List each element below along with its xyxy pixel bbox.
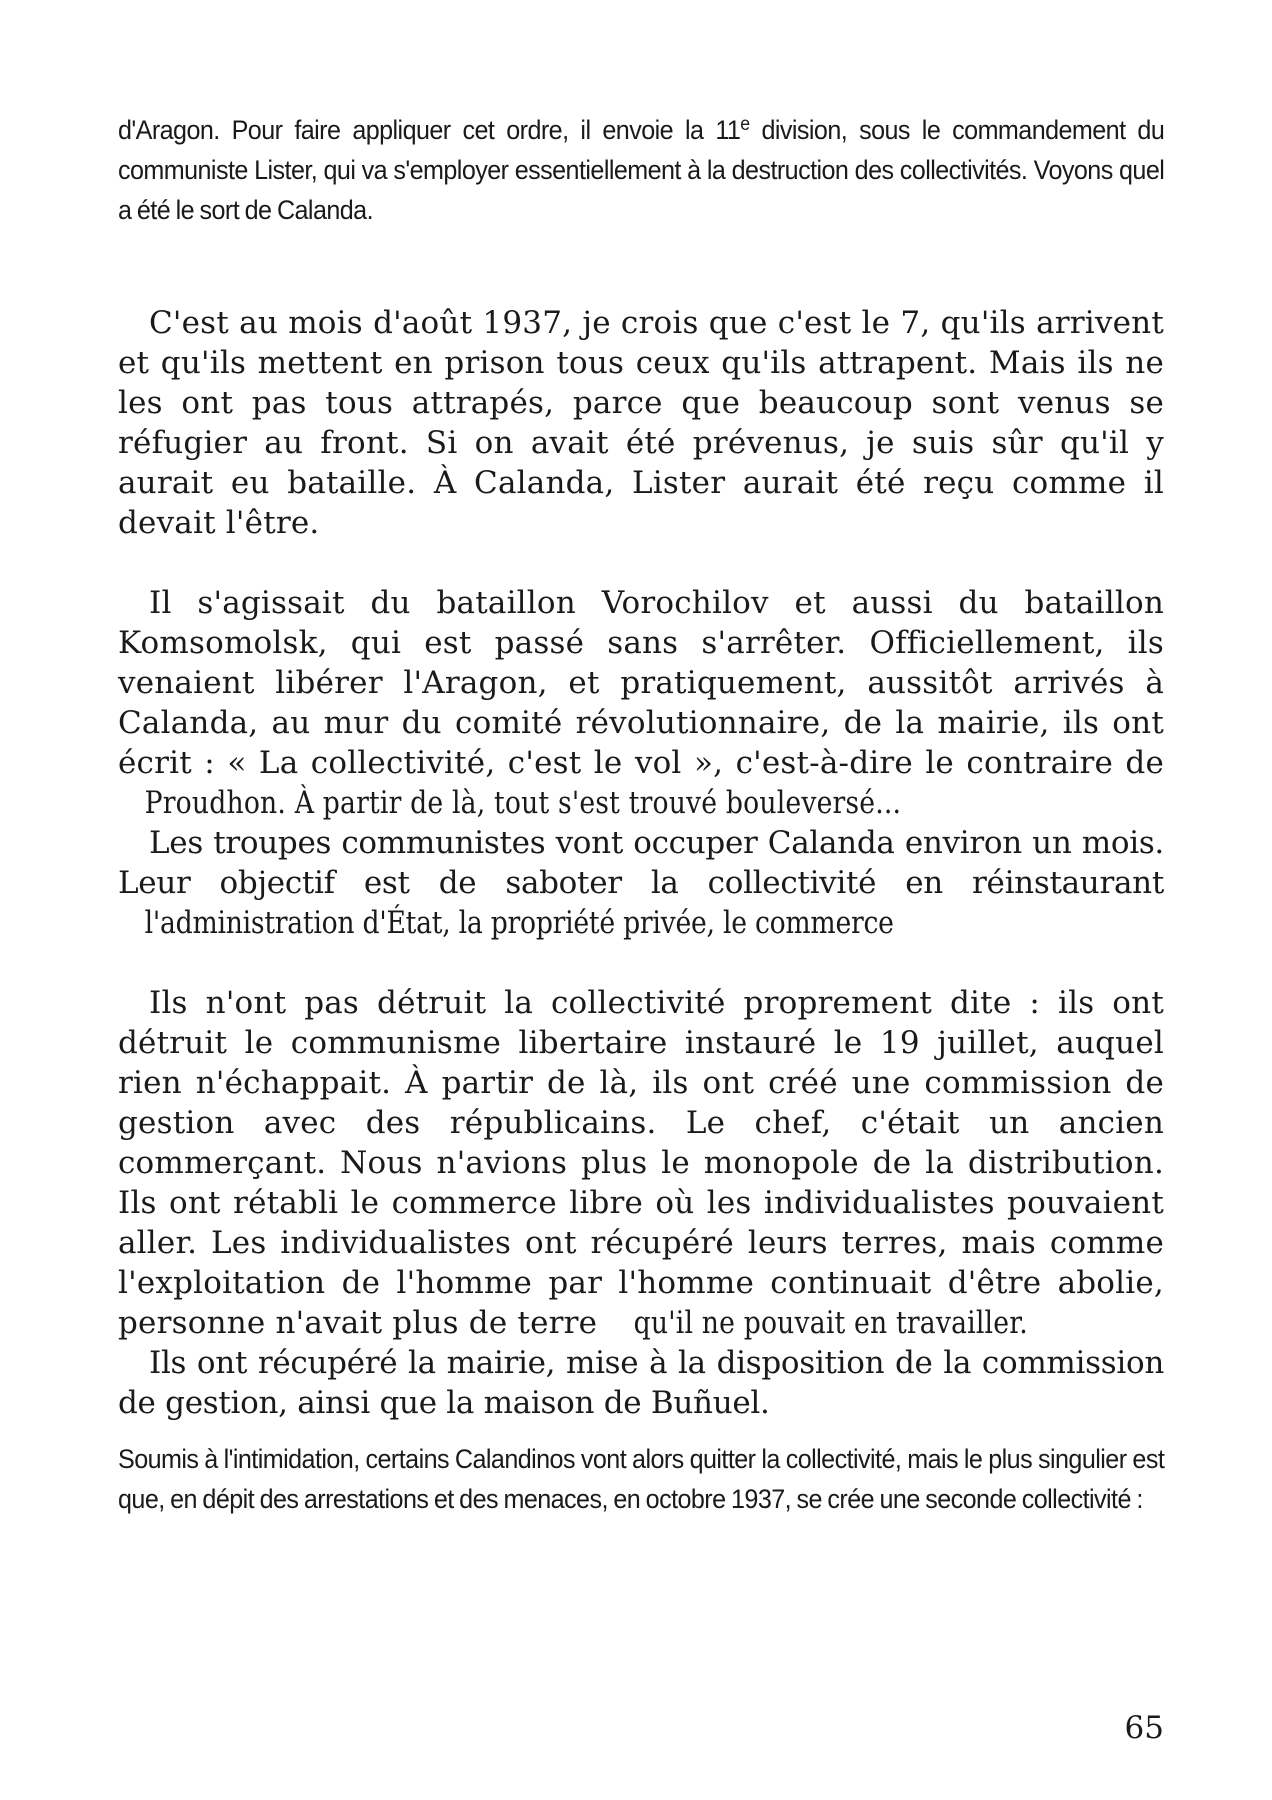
testimony-paragraph-2 (118, 583, 1164, 823)
testimony-paragraph-4-last-line: qu'il ne pouvait en travailler. (633, 1305, 1029, 1341)
testimony-paragraph-4 (118, 983, 1164, 1343)
intro-text-start: d'Aragon. Pour faire appliquer cet ordre, il envoie la 11 (118, 115, 741, 145)
testimony-paragraph-2-last-line: Proudhon. À partir de là, tout s'est trouvé bouleversé... (144, 785, 902, 821)
testimony-paragraph-5: Ils ont récupéré la mairie, mise à la disposition de la commission de gestion, ainsi que la maison de Buñuel. (118, 1345, 1164, 1421)
testimony-paragraph-4-text: Ils n'ont pas détruit la collectivité proprement dite : ils ont détruit le communisme libertaire instauré le 19 juillet, auquel rien n'échappait. À partir de là, ils ont créé une commission de gestion avec des républicains. Le chef, c'était un ancien commerçant. Nous n'avions plus le monopole de la distribution. Ils ont rétabli le commerce libre où les individualistes pouvaient aller. Les individualistes ont récupéré leurs terres, mais comme l'exploitation de l'homme par l'homme continuait d'être abolie, personne n'avait plus de terre (118, 985, 1164, 1341)
testimony-paragraph-3-last-line: l'administration d'État, la propriété privée, le commerce (144, 905, 894, 941)
testimony-paragraph-1: C'est au mois d'août 1937, je crois que c'est le 7, qu'ils arrivent et qu'ils mettent en prison tous ceux qu'ils attrapent. Mais ils ne les ont pas tous attrapés, parce que beaucoup sont venus se réfugier au front. Si on avait été prévenus, je suis sûr qu'il y aurait eu bataille. À Calanda, Lister aurait été reçu comme il devait l'être. (118, 305, 1164, 541)
testimony-paragraph-3-text: Les troupes communistes vont occuper Calanda environ un mois. Leur objectif est de saboter la collectivité en réinstaurant (118, 825, 1164, 901)
testimony-paragraph-2-text: Il s'agissait du bataillon Vorochilov et aussi du bataillon Komsomolsk, qui est passé sans s'arrêter. Officiellement, ils venaient libérer l'Aragon, et pratiquement, aussitôt arrivés à Calanda, au mur du comité révolutionnaire, de la mairie, ils ont écrit : « La collectivité, c'est le vol », c'est-à-dire le contraire de (118, 585, 1164, 781)
intro-text-end: division, sous le commandement du communiste Lister, qui va s'employer essentiellement à la destruction des collectivités. Voyons quel a été le sort de Calanda. (118, 115, 1165, 225)
page-number: 65 (1124, 1710, 1164, 1746)
ordinal-superscript: e (740, 114, 750, 135)
page-content (118, 112, 1164, 1519)
testimony-paragraph-3 (118, 823, 1164, 943)
outro-paragraph: Soumis à l'intimidation, certains Calandinos vont alors quitter la collectivité, mais le plus singulier est que, en dépit des arrestations et des menaces, en octobre 1937, se crée une seconde collectivité : (118, 1444, 1165, 1514)
intro-paragraph (118, 110, 1164, 230)
